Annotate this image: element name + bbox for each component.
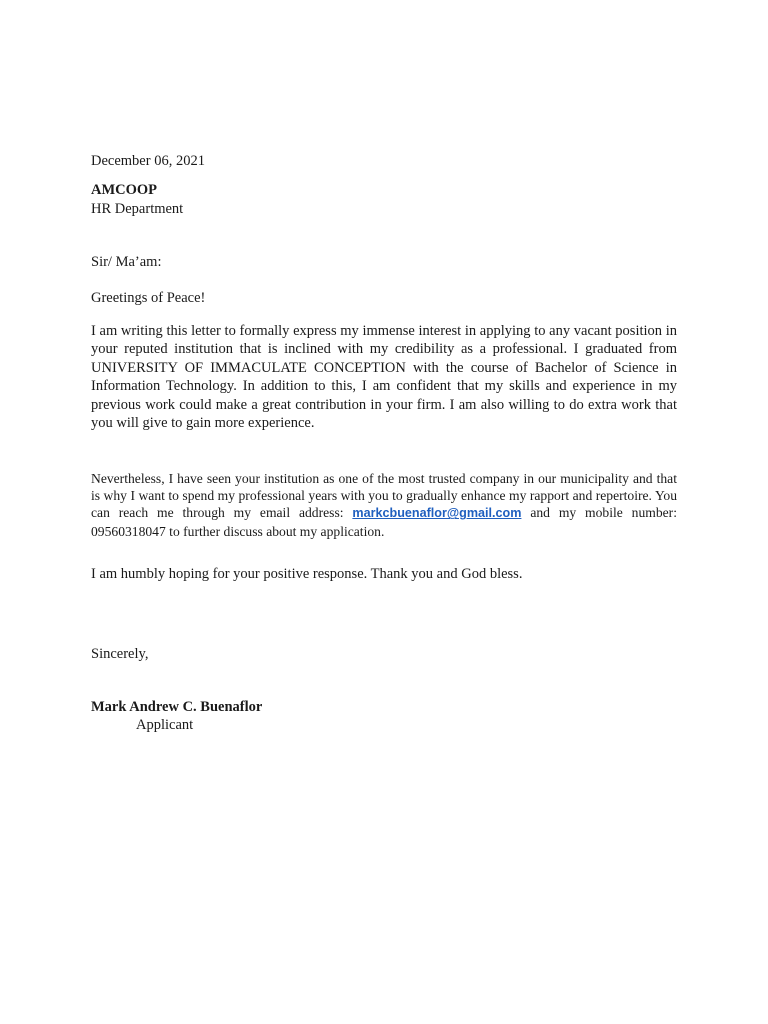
greeting: Greetings of Peace! [91, 290, 206, 306]
closing-line: I am humbly hoping for your positive response. Thank you and God bless. [91, 566, 523, 582]
signer-role: Applicant [136, 717, 194, 733]
signer-name: Mark Andrew C. Buenaflor [91, 699, 263, 715]
recipient-company: AMCOOP [91, 182, 158, 198]
email-link[interactable]: markcbuenaflor@gmail.com [352, 506, 522, 521]
body-paragraph-2 [91, 470, 677, 540]
paragraph-2-text-before-email: Nevertheless, I have seen your institution as one of the most trusted company in our municipality and that is why I want to spend my professional years with you to gradually enhance my rapport and repertoire. You can reach me through my email address: [91, 471, 677, 521]
body-paragraph-1: I am writing this letter to formally express my immense interest in applying to any vacant position in your reputed institution that is inclined with my credibility as a professional. I graduated from UNIVERSITY OF IMMACULATE CONCEPTION with the course of Bachelor of Science in Information Technology. In addition to this, I am confident that my skills and experience in my previous work could make a great contribution in your firm. I am also willing to do extra work that you will give to gain more experience. [91, 323, 677, 432]
valediction: Sincerely, [91, 646, 149, 662]
letter-date: December 06, 2021 [91, 153, 205, 169]
recipient-department: HR Department [91, 201, 184, 217]
salutation: Sir/ Ma’am: [91, 254, 162, 270]
paragraph-2-text-after-email: and my mobile number: 09560318047 to further discuss about my application. [91, 505, 677, 539]
